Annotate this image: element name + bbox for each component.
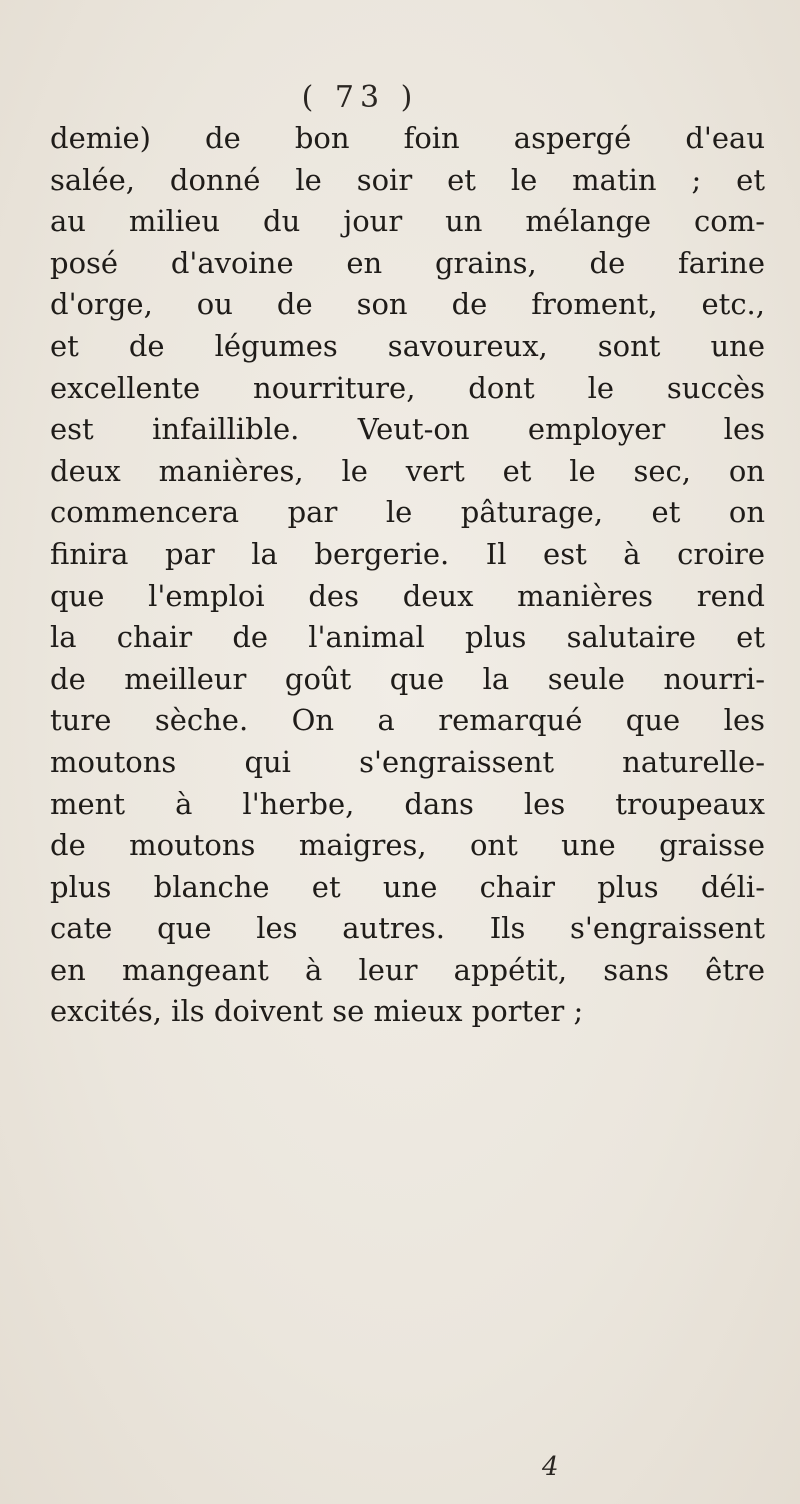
text-line: au milieu du jour un mélange com- — [50, 204, 765, 239]
text-line: finira par la bergerie. Il est à croire — [50, 536, 765, 571]
catchword: 4 — [542, 1452, 559, 1482]
text-line: d'orge, ou de son de froment, etc., — [50, 287, 765, 322]
text-line: et de légumes savoureux, sont une — [50, 328, 765, 363]
body-text — [50, 118, 765, 1033]
text-line: en mangeant à leur appétit, sans être — [50, 952, 765, 987]
text-line: de moutons maigres, ont une graisse — [50, 828, 765, 863]
text-line: est infaillible. Veut-on employer les — [50, 412, 765, 447]
text-line: ture sèche. On a remarqué que les — [50, 703, 765, 738]
text-line: excités, ils doivent se mieux porter ; — [50, 994, 584, 1029]
text-line: salée, donné le soir et le matin ; et — [50, 162, 765, 197]
text-line: la chair de l'animal plus salutaire et — [50, 620, 765, 655]
page-number: ( 73 ) — [301, 80, 419, 115]
text-line: moutons qui s'engraissent naturelle- — [50, 744, 765, 779]
text-line: que l'emploi des deux manières rend — [50, 578, 765, 613]
text-line: plus blanche et une chair plus déli- — [50, 869, 765, 904]
text-line: demie) de bon foin aspergé d'eau — [50, 121, 765, 155]
text-line: ment à l'herbe, dans les troupeaux — [50, 786, 765, 821]
text-line: deux manières, le vert et le sec, on — [50, 453, 765, 488]
text-line: excellente nourriture, dont le succès — [50, 370, 765, 405]
text-line: posé d'avoine en grains, de farine — [50, 245, 765, 280]
text-line: commencera par le pâturage, et on — [50, 495, 765, 530]
text-line: cate que les autres. Ils s'engraissent — [50, 911, 765, 946]
text-line: de meilleur goût que la seule nourri- — [50, 661, 765, 696]
